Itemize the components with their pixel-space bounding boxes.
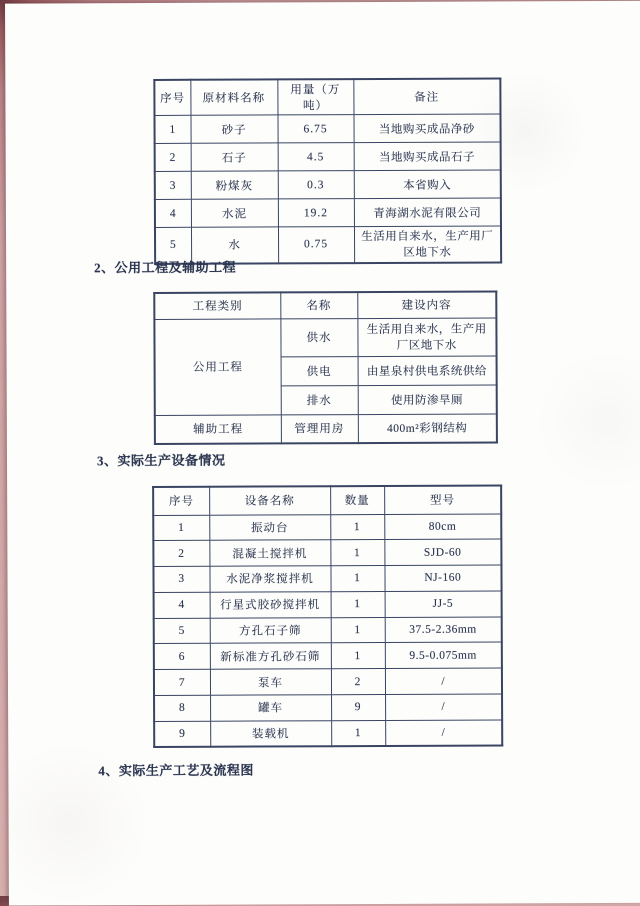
table-cell: 罐车 [210,695,331,721]
table-cell: 1 [331,720,385,746]
table-cell: 5 [155,227,191,263]
table-cell: 方孔石子筛 [210,617,331,643]
section-heading-process: 4、实际生产工艺及流程图 [98,762,254,779]
table-cell: / [385,720,502,746]
table-cell: 9 [154,721,210,747]
table-cell: 行星式胶砂搅拌机 [210,592,331,618]
table-cell: 供水 [280,318,357,356]
materials-table [153,77,502,264]
table-cell: 水泥 [191,199,278,227]
table-row [154,591,502,618]
table-cell: 排水 [281,385,358,414]
table-cell: 水泥净浆搅拌机 [209,566,330,592]
table-cell: 供电 [281,356,358,385]
table-row [154,694,502,721]
table-cell: 9.5-0.075mm [385,642,502,668]
table-row [153,565,501,592]
table-cell: 1 [330,514,384,540]
table-cell: 4 [154,592,210,618]
table-row [154,617,502,644]
table-cell: 1 [331,617,385,643]
table-cell: NJ-160 [384,565,501,591]
table-row [155,413,497,443]
table-cell: 0.3 [278,171,354,199]
table-cell: 2 [155,143,191,171]
section-heading-utilities: 2、公用工程及辅助工程 [94,259,237,276]
column-header: 数量 [330,486,384,514]
table-cell: 3 [155,171,191,199]
column-header: 设备名称 [209,486,330,515]
table-row [155,142,501,172]
column-header: 原材料名称 [190,79,277,115]
table-cell: 使用防渗旱厕 [358,384,497,414]
document-page [5,1,640,906]
table-row [153,513,501,540]
table-cell: 青海湖水泥有限公司 [354,198,501,227]
table-cell: 0.75 [278,227,354,263]
table-cell: 1 [331,591,385,617]
table-cell: 80cm [384,513,501,539]
column-header: 备注 [353,78,500,114]
table-cell: 9 [331,695,385,721]
table-cell-category: 公用工程 [154,318,280,415]
table-cell: 6 [154,644,210,670]
table-cell: 砂子 [190,115,277,143]
table-cell: 1 [153,515,209,541]
table-cell-category: 辅助工程 [155,414,281,444]
table-row [153,539,501,566]
table-cell: SJD-60 [384,539,501,565]
table-cell: / [385,694,502,720]
table-cell: 泵车 [210,669,331,695]
table-row [154,668,502,695]
table-cell: 3 [153,566,209,592]
table-cell: 石子 [191,143,278,171]
table-cell: 1 [330,566,384,592]
column-header: 型号 [384,485,501,514]
column-header: 序号 [154,80,190,116]
table-row [155,198,501,228]
table-cell: 1 [331,643,385,669]
column-header: 用量（万吨） [277,79,353,115]
column-header: 建设内容 [357,291,496,318]
table-cell: 当地购买成品净砂 [353,114,500,143]
table-cell: 装载机 [210,721,331,747]
table-cell: 2 [331,669,385,695]
table-cell: 1 [154,115,190,143]
utility-table [153,290,498,444]
table-cell: 1 [330,540,384,566]
table-row [154,114,500,144]
table-cell: 400m²彩钢结构 [358,413,497,443]
table-row [155,170,501,200]
table-cell: 管理用房 [281,414,358,443]
table-header-row [153,485,501,515]
table-cell: 粉煤灰 [191,171,278,199]
table-cell: 水 [191,227,278,263]
table-cell: 本省购入 [354,170,501,199]
table-cell: / [385,668,502,694]
section-heading-equipment: 3、实际生产设备情况 [96,452,226,469]
table-cell: 4 [155,199,191,227]
column-header: 名称 [280,292,357,318]
table-row [154,642,502,669]
column-header: 序号 [153,487,209,515]
table-cell: 2 [153,541,209,567]
table-cell: 新标准方孔砂石筛 [210,643,331,669]
table-cell: 当地购买成品石子 [354,142,501,171]
table-cell: 8 [154,695,210,721]
column-header: 工程类别 [154,292,280,319]
table-header-row [154,78,500,115]
table-cell: 振动台 [209,514,330,540]
table-cell: 5 [154,618,210,644]
table-cell: 生活用自来水，生产用厂区地下水 [357,317,496,356]
table-row [154,317,496,356]
table-cell: JJ-5 [385,591,502,617]
table-cell: 19.2 [278,199,354,227]
table-cell: 混凝土搅拌机 [209,540,330,566]
table-cell: 生活用自来水，生产用厂区地下水 [354,226,501,263]
table-header-row [154,291,496,318]
table-row [154,720,502,747]
table-cell: 6.75 [277,115,353,143]
table-cell: 由星泉村供电系统供给 [358,355,497,385]
equipment-table [152,484,503,748]
table-cell: 37.5-2.36mm [385,617,502,643]
table-cell: 4.5 [278,143,354,171]
table-cell: 7 [154,670,210,696]
